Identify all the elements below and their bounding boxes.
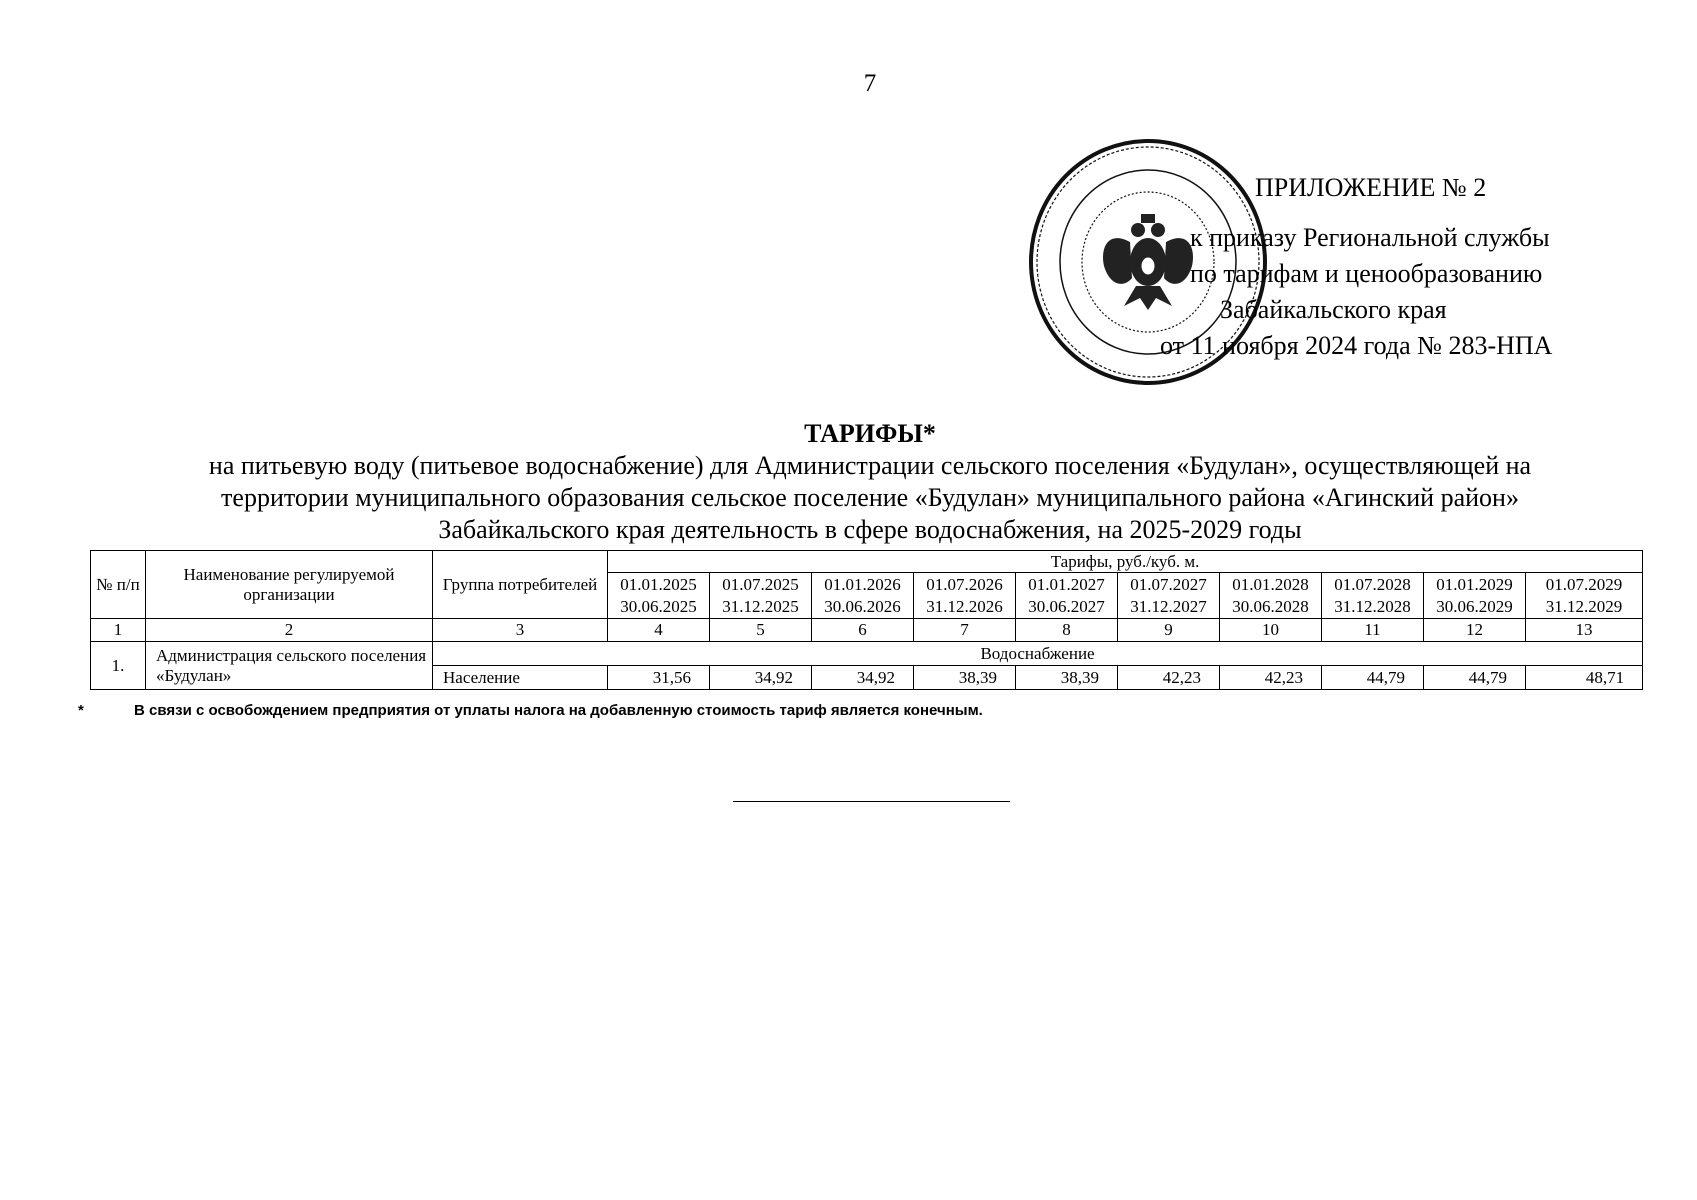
column-number: 10 bbox=[1220, 619, 1322, 642]
column-number: 2 bbox=[146, 619, 433, 642]
tariff-value: 31,56 bbox=[608, 666, 710, 690]
column-number: 5 bbox=[710, 619, 812, 642]
header-tariffs: Тарифы, руб./куб. м. bbox=[608, 551, 1643, 573]
appendix-service-line: по тарифам и ценообразованию bbox=[1190, 259, 1543, 288]
title-main: ТАРИФЫ* bbox=[804, 419, 936, 448]
consumer-group: Население bbox=[433, 666, 608, 690]
column-number: 11 bbox=[1322, 619, 1424, 642]
tariff-table bbox=[90, 550, 1643, 690]
page-number: 7 bbox=[863, 70, 877, 97]
period-header: 01.07.2027 31.12.2027 bbox=[1118, 573, 1220, 619]
column-number: 13 bbox=[1526, 619, 1643, 642]
period-header: 01.01.2026 30.06.2026 bbox=[812, 573, 914, 619]
tariff-value: 38,39 bbox=[914, 666, 1016, 690]
appendix-date-line: от 11 ноября 2024 года № 283-НПА bbox=[1160, 331, 1553, 360]
column-number: 12 bbox=[1424, 619, 1526, 642]
period-header: 01.01.2028 30.06.2028 bbox=[1220, 573, 1322, 619]
period-header: 01.01.2027 30.06.2027 bbox=[1016, 573, 1118, 619]
column-number: 4 bbox=[608, 619, 710, 642]
header-consumer-group: Группа потребителей bbox=[433, 551, 608, 619]
period-header: 01.01.2029 30.06.2029 bbox=[1424, 573, 1526, 619]
appendix-title: ПРИЛОЖЕНИЕ № 2 bbox=[1255, 173, 1487, 202]
footnote bbox=[78, 702, 1578, 719]
footnote-text: В связи с освобождением предприятия от уплаты налога на добавленную стоимость тариф является конечным. bbox=[134, 702, 983, 719]
appendix-header bbox=[1160, 170, 1630, 364]
organization-name: Администрация сельского поселения «Будулан» bbox=[146, 642, 433, 690]
tariff-value: 44,79 bbox=[1424, 666, 1526, 690]
column-number: 7 bbox=[914, 619, 1016, 642]
document-title bbox=[90, 418, 1650, 546]
section-water-supply: Водоснабжение bbox=[433, 642, 1643, 666]
header-organization: Наименование регулируемой организации bbox=[146, 551, 433, 619]
tariff-value: 44,79 bbox=[1322, 666, 1424, 690]
period-header: 01.07.2028 31.12.2028 bbox=[1322, 573, 1424, 619]
tariff-value: 34,92 bbox=[812, 666, 914, 690]
column-number: 6 bbox=[812, 619, 914, 642]
header-number: № п/п bbox=[91, 551, 146, 619]
row-number: 1. bbox=[91, 642, 146, 690]
column-number: 9 bbox=[1118, 619, 1220, 642]
period-header: 01.01.2025 30.06.2025 bbox=[608, 573, 710, 619]
tariff-value: 38,39 bbox=[1016, 666, 1118, 690]
column-number: 3 bbox=[433, 619, 608, 642]
period-header: 01.07.2025 31.12.2025 bbox=[710, 573, 812, 619]
tariff-value: 48,71 bbox=[1526, 666, 1643, 690]
title-line-3: Забайкальского края деятельность в сфере водоснабжения, на 2025-2029 годы bbox=[438, 515, 1302, 544]
title-line-1: на питьевую воду (питьевое водоснабжение) для Администрации сельского поселения «Будулан», осуществляющей на bbox=[208, 451, 1532, 480]
footnote-mark: * bbox=[78, 702, 84, 719]
tariff-value: 42,23 bbox=[1118, 666, 1220, 690]
title-line-2: территории муниципального образования сельское поселение «Будулан» муниципального района «Агинский район» bbox=[221, 483, 1519, 512]
column-number: 8 bbox=[1016, 619, 1118, 642]
column-number: 1 bbox=[91, 619, 146, 642]
appendix-region-line: Забайкальского края bbox=[1220, 295, 1447, 324]
period-header: 01.07.2029 31.12.2029 bbox=[1526, 573, 1643, 619]
end-divider bbox=[733, 801, 1010, 802]
period-header: 01.07.2026 31.12.2026 bbox=[914, 573, 1016, 619]
tariff-value: 34,92 bbox=[710, 666, 812, 690]
appendix-order-line: к приказу Региональной службы bbox=[1190, 223, 1550, 252]
tariff-value: 42,23 bbox=[1220, 666, 1322, 690]
